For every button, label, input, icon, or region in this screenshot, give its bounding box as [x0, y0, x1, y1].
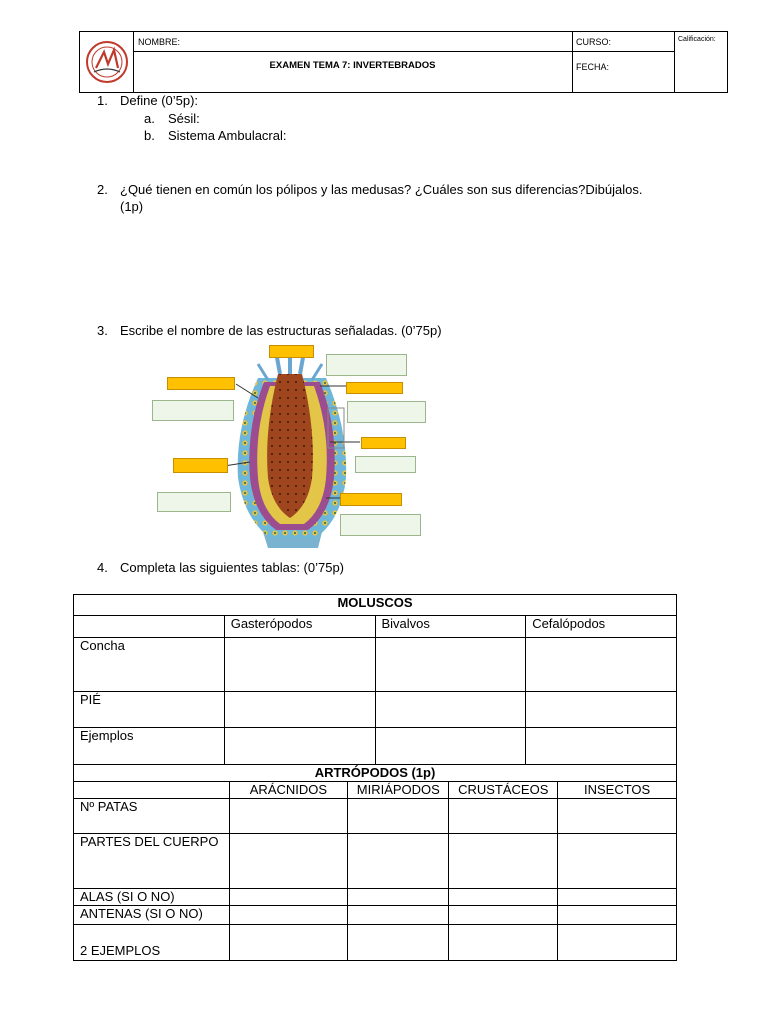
question-points: (1p) [120, 199, 144, 214]
answer-cell[interactable] [558, 906, 677, 925]
column-header: MIRIÁPODOS [348, 782, 449, 799]
answer-cell[interactable] [375, 728, 526, 765]
row-header: PARTES DEL CUERPO [74, 834, 230, 889]
row-header: Concha [74, 638, 225, 692]
answer-cell[interactable] [348, 834, 449, 889]
column-header: INSECTOS [558, 782, 677, 799]
answer-box-1[interactable] [269, 345, 314, 358]
answer-box-6[interactable] [347, 401, 426, 423]
row-header: ALAS (SI O NO) [74, 889, 230, 906]
column-header: Gasterópodos [224, 616, 375, 638]
answer-cell[interactable] [449, 925, 558, 961]
question-number: 3. [97, 323, 108, 338]
answer-cell[interactable] [449, 906, 558, 925]
question-text: ¿Qué tienen en común los pólipos y las medusas? ¿Cuáles son sus diferencias?Dibújalos. [120, 182, 643, 197]
table-cell-empty [74, 782, 230, 799]
answer-cell[interactable] [229, 799, 348, 834]
answer-cell[interactable] [348, 925, 449, 961]
course-label: CURSO: [576, 37, 612, 47]
answer-cell[interactable] [526, 638, 677, 692]
answer-cell[interactable] [558, 799, 677, 834]
name-label: NOMBRE: [138, 37, 181, 47]
answer-cell[interactable] [224, 692, 375, 728]
question-number: 2. [97, 182, 108, 197]
answer-cell[interactable] [558, 889, 677, 906]
subitem-letter: a. [144, 111, 155, 126]
answer-cell[interactable] [348, 906, 449, 925]
row-header: 2 EJEMPLOS [74, 925, 230, 961]
moluscos-table [73, 594, 677, 765]
subitem-letter: b. [144, 128, 155, 143]
column-header: ARÁCNIDOS [229, 782, 348, 799]
answer-box-10[interactable] [340, 493, 402, 506]
answer-cell[interactable] [375, 638, 526, 692]
row-header: ANTENAS (SI O NO) [74, 906, 230, 925]
table-title: ARTRÓPODOS (1p) [74, 765, 677, 782]
question-text: Escribe el nombre de las estructuras señaladas. (0’75p) [120, 323, 442, 338]
answer-box-4[interactable] [346, 382, 403, 394]
question-text: Define (0’5p): [120, 93, 199, 108]
answer-cell[interactable] [526, 728, 677, 765]
table-title: MOLUSCOS [74, 595, 677, 616]
answer-cell[interactable] [224, 728, 375, 765]
column-header: CRUSTÁCEOS [449, 782, 558, 799]
subitem-text: Sistema Ambulacral: [168, 128, 287, 143]
answer-cell[interactable] [229, 889, 348, 906]
answer-cell[interactable] [229, 834, 348, 889]
column-header: Bivalvos [375, 616, 526, 638]
answer-cell[interactable] [224, 638, 375, 692]
exam-header [79, 31, 728, 93]
answer-box-3[interactable] [167, 377, 235, 390]
answer-cell[interactable] [558, 834, 677, 889]
answer-cell[interactable] [449, 834, 558, 889]
answer-box-2[interactable] [326, 354, 407, 376]
subitem-text: Sésil: [168, 111, 200, 126]
row-header: PIÉ [74, 692, 225, 728]
question-number: 4. [97, 560, 108, 575]
exam-title: EXAMEN TEMA 7: INVERTEBRADOS [269, 60, 436, 71]
answer-box-8[interactable] [173, 458, 228, 473]
answer-cell[interactable] [348, 889, 449, 906]
answer-box-7[interactable] [361, 437, 406, 449]
answer-cell[interactable] [526, 692, 677, 728]
question-4 [97, 560, 737, 580]
answer-box-5[interactable] [152, 400, 234, 421]
answer-cell[interactable] [449, 889, 558, 906]
answer-cell[interactable] [558, 925, 677, 961]
question-1 [97, 93, 737, 153]
row-header: Nº PATAS [74, 799, 230, 834]
table-cell-empty [74, 616, 225, 638]
artropodos-table [73, 764, 677, 961]
answer-cell[interactable] [348, 799, 449, 834]
answer-cell[interactable] [449, 799, 558, 834]
answer-cell[interactable] [229, 906, 348, 925]
question-text: Completa las siguientes tablas: (0’75p) [120, 560, 345, 575]
answer-cell[interactable] [375, 692, 526, 728]
date-label: FECHA: [576, 62, 610, 72]
question-2 [97, 182, 737, 222]
row-header: Ejemplos [74, 728, 225, 765]
answer-box-11[interactable] [157, 492, 231, 512]
column-header: Cefalópodos [526, 616, 677, 638]
school-logo [84, 36, 130, 88]
answer-box-12[interactable] [340, 514, 421, 536]
answer-box-9[interactable] [355, 456, 416, 473]
answer-cell[interactable] [229, 925, 348, 961]
question-number: 1. [97, 93, 108, 108]
grade-label: Calificación: [678, 36, 716, 43]
